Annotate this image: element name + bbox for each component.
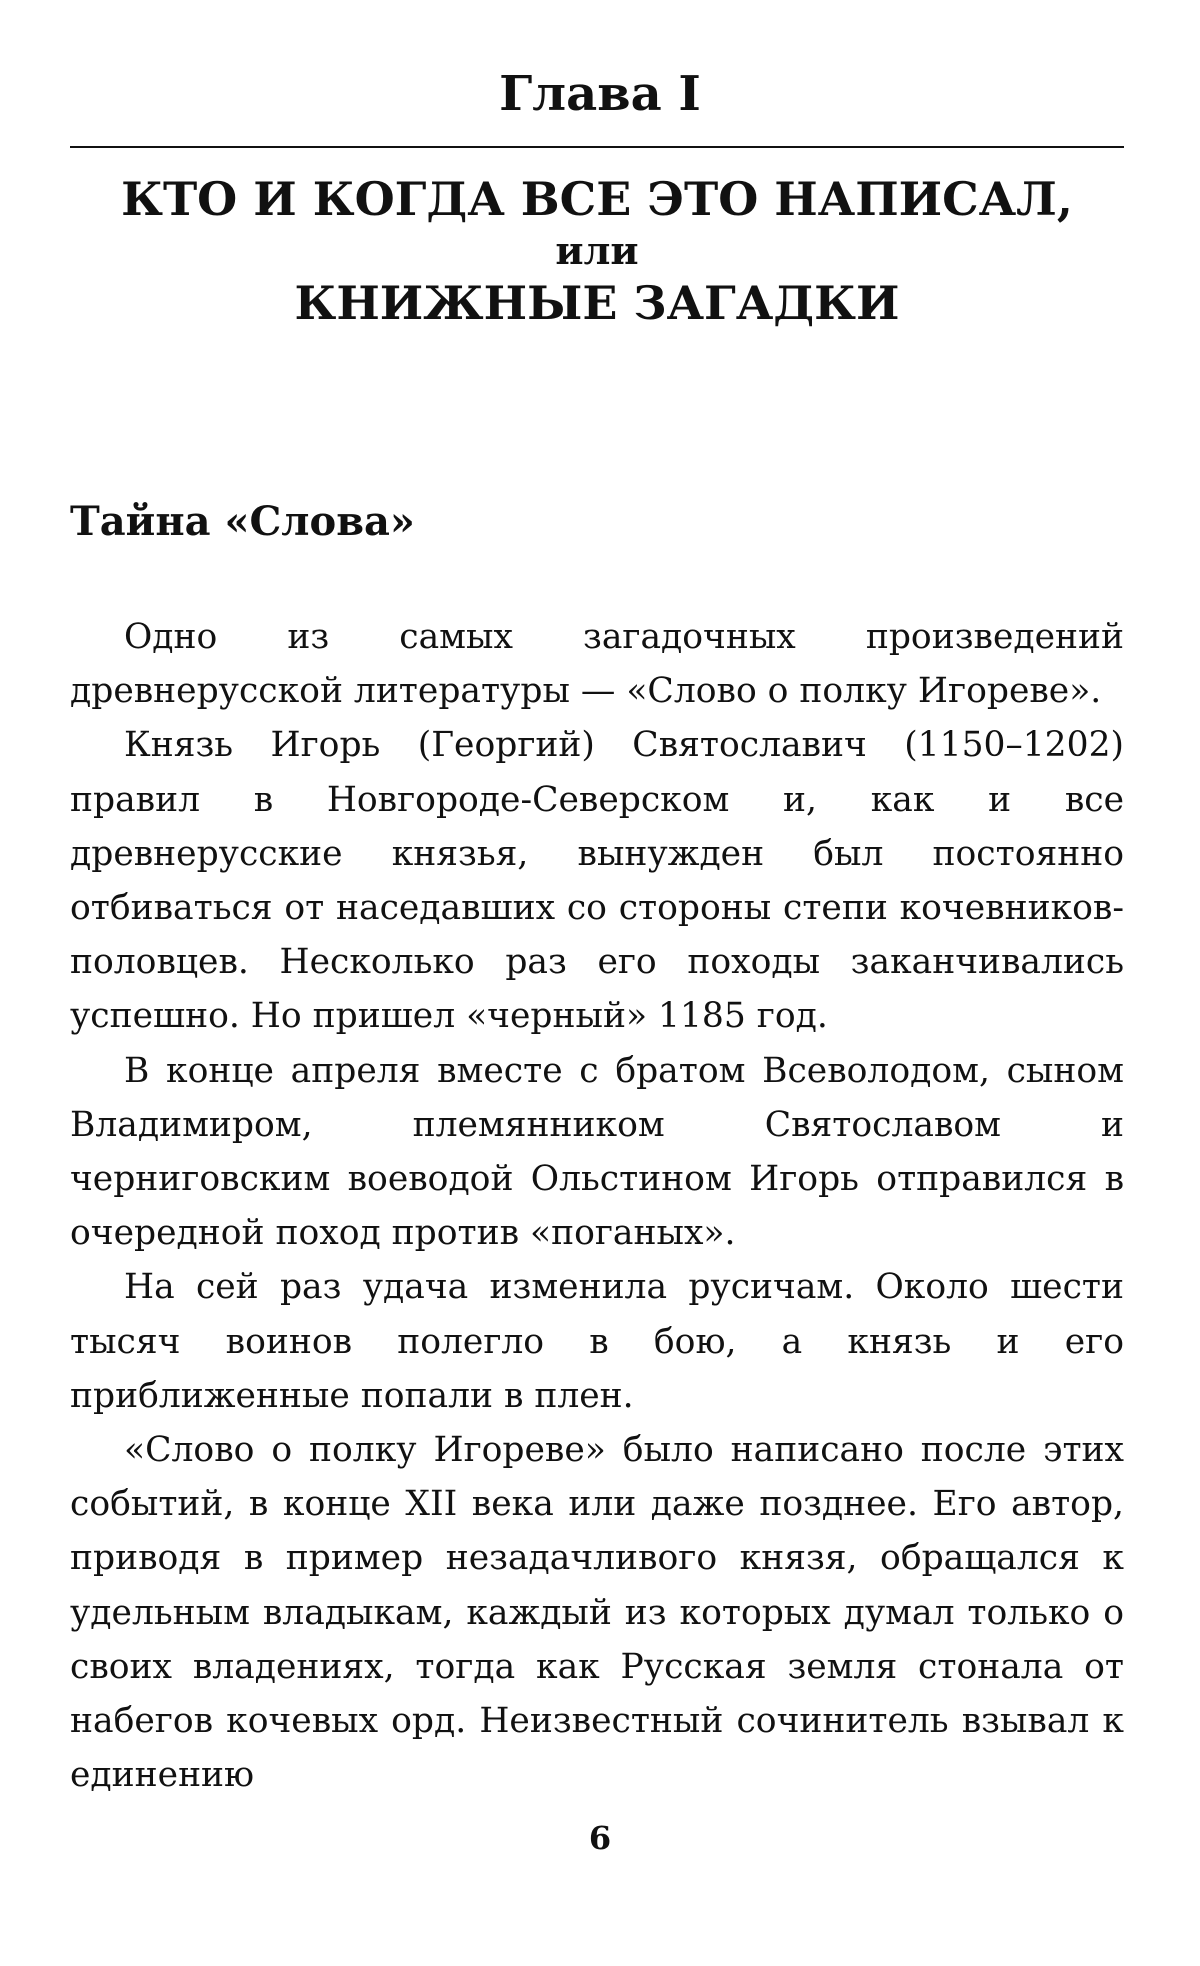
chapter-title-line-2: КНИЖНЫЕ ЗАГАДКИ — [294, 276, 900, 330]
paragraph: Одно из самых загадочных произведений древнерусской литературы — «Слово о полку Игореве». — [70, 617, 1124, 712]
paragraph: Князь Игорь (Георгий) Святославич (1150–1202) правил в Новгороде-Северском и, как и все древнерусские князья, вынужден был постоянно отбиваться от наседавших со стороны степи кочевников-половцев. Несколько раз его походы заканчивались успешно. Но пришел «черный» 1185 год. — [70, 725, 1124, 1037]
chapter-title — [70, 170, 1124, 332]
paragraph: «Слово о полку Игореве» было написано после этих событий, в конце XII века или даже позднее. Его автор, приводя в пример незадачливого князя, обращался к удельным владыкам, каждый из которых думал только о своих владениях, тогда как Русская земля стонала от набегов кочевых орд. Неизвестный сочинитель взывал к единению — [70, 1430, 1124, 1796]
body-text — [70, 610, 1124, 1802]
chapter-title-line-1: КТО И КОГДА ВСЕ ЭТО НАПИСАЛ, — [121, 172, 1073, 226]
page-number: 6 — [588, 1819, 612, 1857]
chapter-divider — [70, 146, 1124, 148]
chapter-title-connector: или — [555, 228, 639, 273]
chapter-label: Глава I — [499, 66, 701, 122]
section-heading: Тайна «Слова» — [70, 498, 415, 545]
paragraph: На сей раз удача изменила русичам. Около шести тысяч воинов полегло в бою, а князь и его приближенные попали в плен. — [70, 1267, 1124, 1416]
paragraph: В конце апреля вместе с братом Всеволодом, сыном Владимиром, племянником Святославом и черниговским воеводой Ольстином Игорь отправился в очередной поход против «поганых». — [70, 1050, 1124, 1254]
